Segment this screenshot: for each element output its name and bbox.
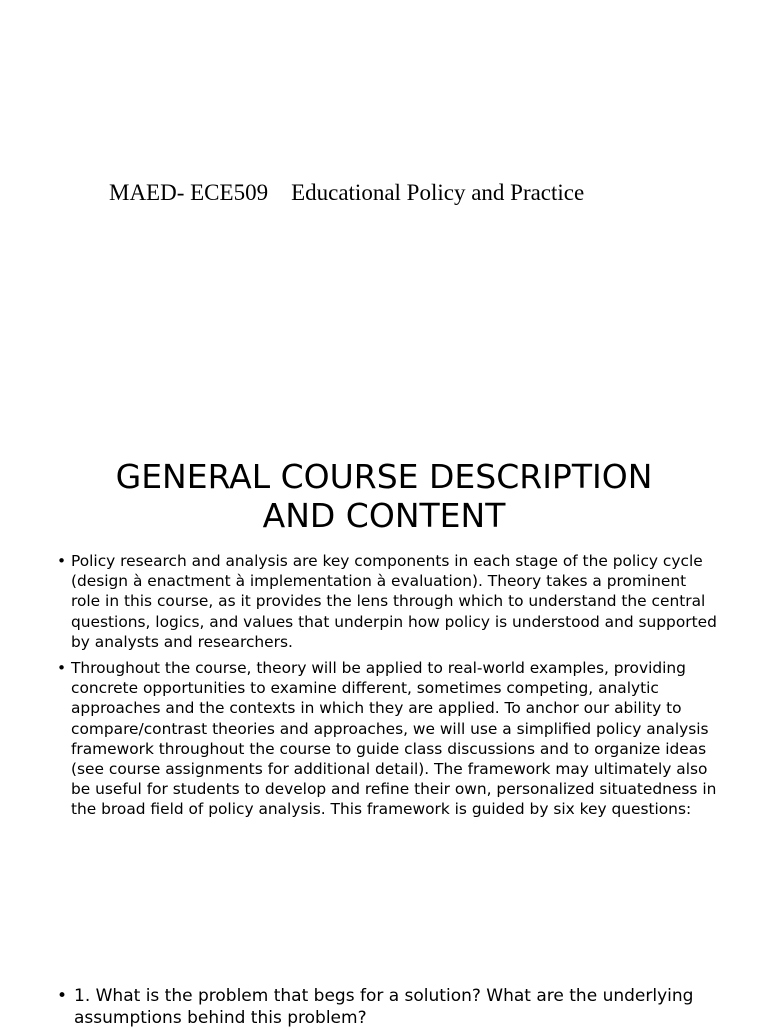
bullet-icon: • — [57, 552, 67, 570]
section-heading — [64, 457, 704, 535]
page-title: MAED- ECE509 Educational Policy and Practice — [109, 180, 585, 205]
bullet-text: Throughout the course, theory will be applied to real-world examples, providing concrete opportunities to examine different, sometimes competing, analytic approaches and the contexts in which they are applied. To anchor our ability to compare/contrast theories and approaches, we will use a simplified policy analysis framework throughout the course to guide class discussions and to organize ideas (see course assignments for additional detail). The framework may ultimately also be useful for students to develop and refine their own, personalized situatedness in the broad field of policy analysis. This framework is guided by six key questions: — [71, 659, 717, 819]
list-item — [57, 658, 717, 820]
list-item — [57, 551, 717, 652]
section-heading-line-1: GENERAL COURSE DESCRIPTION — [115, 457, 653, 496]
list-item — [57, 985, 717, 1029]
question-text: 1. What is the problem that begs for a solution? What are the underlying assumptions behind this problem? — [74, 986, 694, 1028]
bullet-icon: • — [57, 659, 67, 678]
bullet-icon: • — [57, 986, 68, 1006]
bullet-text: Policy research and analysis are key components in each stage of the policy cycle (design à enactment à implementation à evaluation). Theory takes a prominent role in this course, as it provides the lens through which to understand the central questions, logics, and values that underpin how policy is understood and supported by analysts and researchers. — [71, 552, 717, 651]
key-questions-list — [57, 985, 717, 1029]
description-bullet-list — [57, 551, 717, 826]
section-heading-line-2: AND CONTENT — [262, 496, 506, 535]
